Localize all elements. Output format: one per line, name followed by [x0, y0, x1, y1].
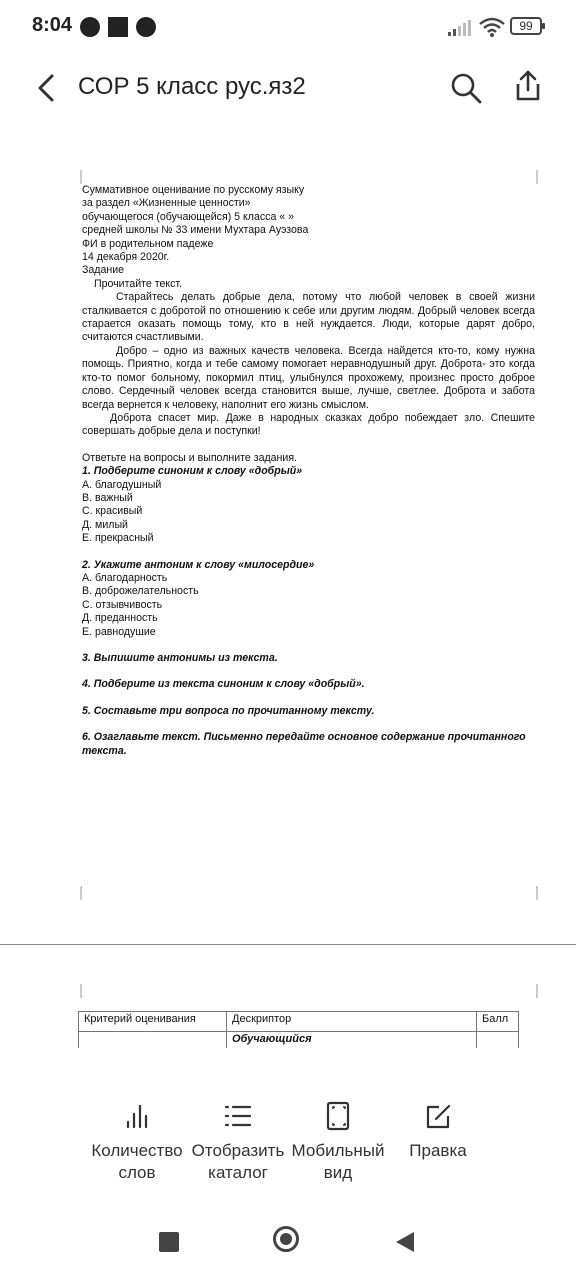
answer-option: Д. милый	[82, 518, 128, 531]
question-6: 6. Озаглавьте текст. Письменно передайте основное содержание прочитанного текста.	[82, 731, 526, 757]
table-header-score: Балл	[477, 1012, 519, 1032]
answer-option: Е. равнодушие	[82, 625, 156, 638]
word-count-icon	[121, 1100, 153, 1132]
signal-icon	[446, 18, 474, 36]
app-bar	[0, 56, 576, 120]
edit-button[interactable]	[388, 1048, 488, 1196]
document-body	[82, 184, 535, 758]
table-subheader: Обучающийся	[227, 1032, 477, 1052]
edit-label: Правка	[409, 1141, 467, 1160]
answer-option: В. доброжелательность	[82, 585, 199, 598]
doc-header-line: Задание	[82, 264, 125, 277]
search-icon[interactable]	[448, 70, 484, 106]
navigation-bar	[0, 1206, 576, 1280]
question-4: 4. Подберите из текста синоним к слову «добрый».	[82, 678, 365, 691]
answer-option: С. отзывчивость	[82, 598, 163, 611]
battery-icon: 99	[510, 17, 542, 35]
doc-header-line: средней школы № 33 имени Мухтара Ауэзова	[82, 224, 309, 237]
notification-icon	[136, 17, 156, 37]
catalog-label: Отобразить	[191, 1141, 285, 1160]
answer-option: Д. преданность	[82, 612, 158, 625]
page-corner-mark	[68, 886, 82, 900]
question-5: 5. Составьте три вопроса по прочитанному тексту.	[82, 704, 375, 717]
word-count-label: Количество	[91, 1141, 183, 1160]
tasks-heading: Ответьте на вопросы и выполните задания.	[82, 451, 297, 464]
edit-pencil-icon	[422, 1100, 454, 1132]
share-icon[interactable]	[510, 68, 546, 104]
doc-header-line: за раздел «Жизненные ценности»	[82, 197, 251, 210]
doc-paragraph: Старайтесь делать добрые дела, потому что любой человек в своей жизни сталкивается с добротой по отношению к себе или другим людям. Добрый человек всегда старается оказать помощь тому, кто в ней нуждается. Люди, которые дарят добро, считаются счастливыми.	[82, 291, 535, 344]
word-count-button[interactable]	[87, 1048, 187, 1196]
page-corner-mark	[68, 170, 82, 184]
answer-option: А. благодушный	[82, 478, 162, 491]
wifi-icon	[478, 16, 506, 38]
page-divider	[0, 944, 576, 945]
doc-header-line: обучающегося (обучающейся) 5 класса « »	[82, 210, 295, 223]
doc-paragraph: Добро – одно из важных качеств человека. Всегда найдется кто-то, кому нужна помощь. Приятно, когда и тебе самому помогает неравнодушный друг. Доброта- это когда кто-то помог больному, покормил птиц, улыбнулся прохожему, произнес просто доброе слово. Сердечный человек всегда становится выше, лучше, светлее. Доброта и забота всегда вернется к человеку, наполнит его жизнь смыслом.	[82, 344, 535, 411]
mobile-view-icon	[322, 1100, 354, 1132]
back-triangle-icon[interactable]	[394, 1230, 416, 1254]
catalog-list-icon	[222, 1100, 254, 1132]
doc-header-line: 14 декабря 2020г.	[82, 251, 170, 264]
document-title: СОР 5 класс рус.яз2	[78, 73, 306, 100]
word-count-label: слов	[118, 1163, 156, 1182]
page-corner-mark	[536, 170, 550, 184]
doc-instruction: Прочитайте текст.	[94, 277, 183, 290]
bottom-toolbar	[0, 1048, 576, 1196]
answer-option: А. благодарность	[82, 571, 168, 584]
mobile-view-button[interactable]	[288, 1048, 388, 1196]
mobile-view-label: Мобильный	[291, 1141, 385, 1160]
notification-square-icon	[108, 17, 128, 37]
question-3: 3. Выпишите антонимы из текста.	[82, 652, 278, 664]
mobile-view-label: вид	[323, 1163, 353, 1182]
back-arrow-icon[interactable]	[30, 70, 66, 106]
doc-header-line: Суммативное оценивание по русскому языку	[82, 184, 305, 196]
page-corner-mark	[536, 984, 550, 998]
question-1: 1. Подберите синоним к слову «добрый»	[82, 465, 303, 478]
table-header-descriptor: Дескриптор	[227, 1012, 477, 1032]
show-catalog-button[interactable]	[188, 1048, 288, 1196]
table-header-criterion: Критерий оценивания	[79, 1012, 227, 1032]
home-icon[interactable]	[273, 1226, 299, 1252]
page-corner-mark	[68, 984, 82, 998]
status-bar	[0, 0, 576, 56]
question-2: 2. Укажите антоним к слову «милосердие»	[82, 558, 315, 571]
answer-option: С. красивый	[82, 505, 143, 518]
recent-apps-icon[interactable]	[159, 1232, 179, 1252]
status-time: 8:04	[32, 14, 73, 36]
answer-option: В. важный	[82, 491, 133, 504]
page-corner-mark	[536, 886, 550, 900]
catalog-label: каталог	[208, 1163, 268, 1182]
doc-header-line: ФИ в родительном падеже	[82, 237, 214, 250]
doc-paragraph: Доброта спасет мир. Даже в народных сказках добро побеждает зло. Спешите совершать добрые дела и поступки!	[82, 411, 535, 438]
notification-icon	[80, 17, 100, 37]
answer-option: Е. прекрасный	[82, 532, 154, 545]
